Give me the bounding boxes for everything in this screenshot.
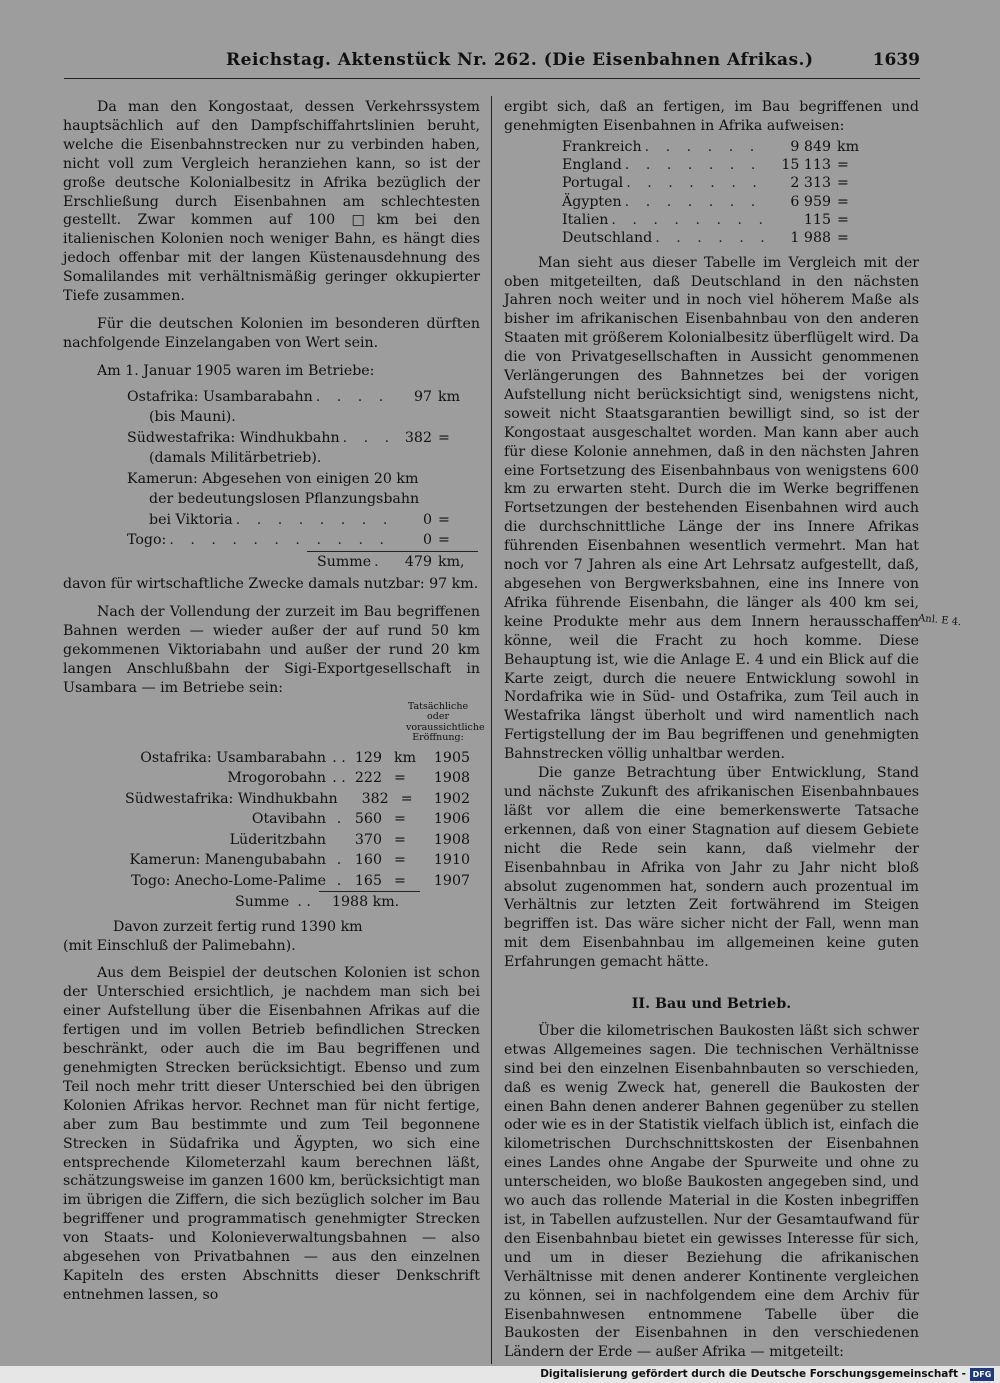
country-label: Ägypten (562, 193, 622, 210)
table-colonies-1905 (63, 387, 480, 573)
country-value: 115 (803, 212, 831, 228)
country-label: Frankreich (562, 138, 642, 155)
table-body (125, 748, 470, 892)
table-row: (bis Mauni). (149, 409, 236, 426)
row-unit: = (400, 790, 413, 807)
row-dots: . . (332, 749, 346, 766)
right-column (504, 98, 919, 1362)
running-header (64, 50, 920, 76)
row-value: 370 (354, 831, 382, 848)
row-unit: = (382, 871, 420, 893)
paragraph: davon für wirtschaftliche Zwecke damals nutzbar: 97 km. (63, 576, 479, 593)
paragraph: Am 1. Januar 1905 waren im Betriebe: (97, 362, 375, 379)
footer-text: Digitalisierung gefördert durch die Deutsche Forschungsgemeinschaft - (540, 1368, 966, 1380)
table-row: (damals Militärbetrieb). (149, 450, 322, 467)
country-value: 1 988 (790, 230, 831, 247)
row-year: 1908 (433, 770, 470, 787)
table-row: Ostafrika: Usambarabahn . . . 97 km (127, 387, 478, 408)
country-label: Italien (562, 212, 609, 228)
table-row: Togo: . . . 0 = (127, 530, 478, 551)
margin-note: Anl. E 4. (917, 612, 962, 629)
row-label: Togo: Anecho-Lome-Palime (131, 872, 326, 889)
country-unit: = (837, 230, 849, 247)
table-row (125, 748, 470, 769)
column-divider (491, 96, 492, 1364)
table-row (125, 789, 470, 810)
leader-dots (625, 193, 772, 211)
table-row (125, 850, 470, 871)
table-planned-railways (63, 700, 485, 912)
row-value: 129 (354, 749, 382, 766)
table-row (562, 211, 867, 229)
table-row (562, 156, 867, 174)
row-year: 1902 (433, 790, 470, 807)
row-label: Otavibahn (251, 811, 326, 828)
table-sum-row: Summe . . . 479 km, (307, 551, 478, 573)
row-label: Ostafrika: Usambarabahn (140, 749, 326, 766)
country-value: 2 313 (790, 175, 831, 192)
table-column-header: Tatsächliche oder voraussichtliche Eröffnung: (406, 700, 485, 744)
leader-dots (611, 211, 772, 229)
header-rule (64, 78, 920, 79)
table-sum-row: Summe . . 1988 km. (235, 891, 470, 912)
table-row (562, 138, 867, 156)
paragraph: ergibt sich, daß an fertigen, im Bau begriffenen und genehmigten Eisenbahnen in Afrika aufweisen: (504, 99, 919, 134)
country-value: 15 113 (781, 157, 831, 174)
table-row: bei Viktoria . . . 0 = (127, 510, 478, 531)
row-label: Lüderitzbahn (229, 831, 326, 848)
country-unit: = (837, 157, 849, 174)
row-unit: km (394, 749, 417, 766)
row-value: 382 (361, 790, 389, 807)
table-row: der bedeutungslosen Pflanzungsbahn (149, 491, 420, 508)
row-unit: = (394, 811, 406, 828)
row-dots: . . (332, 770, 346, 787)
country-label: Portugal (562, 175, 624, 192)
table-row (562, 193, 867, 211)
paragraph: Davon zurzeit fertig rund 1390 km (113, 918, 363, 935)
table-row (125, 830, 470, 851)
row-unit: = (394, 770, 406, 787)
table-row (125, 809, 470, 830)
header-title: Reichstag. Aktenstück Nr. 262. (Die Eisenbahnen Afrikas.) (226, 50, 814, 70)
row-value: 560 (354, 811, 382, 828)
country-value: 6 959 (790, 193, 831, 210)
row-label: Kamerun: Manengubabahn (129, 852, 326, 869)
row-value: 165 (352, 871, 382, 893)
paragraph: Da man den Kongostaat, dessen Verkehrssystem hauptsächlich auf den Dampfschiffahrtslinien beruht, welche die Eisenbahnstrecken nur zu verbinden haben, nicht voll zum Vergleich heranziehen kann, so ist der große deutsche Kolonialbesitz in Afrika bezüglich der Erschließung durch Eisenbahnen am schlechtesten gestellt. Zwar kommen auf 100 □km bei den italienischen Kolonien noch weniger Bahn, es hängt dies jedoch offenbar mit der langen Küstenausdehnung des Somalilandes mit verhältnismäßig geringer okkupierter Tiefe zusammen. (63, 99, 480, 305)
row-year: 1908 (433, 831, 470, 848)
country-label: Deutschland (562, 230, 653, 247)
row-label: Mrogorobahn (227, 770, 326, 787)
table-row (562, 174, 867, 192)
row-dots: . (336, 852, 342, 869)
country-unit: = (837, 175, 849, 192)
row-unit: = (394, 831, 406, 848)
row-year: 1907 (433, 872, 470, 889)
table-row: Kamerun: Abgesehen von einigen 20 km (127, 470, 419, 487)
table-row: Südwestafrika: Windhukbahn . . . 382 = (127, 428, 478, 449)
paragraph: Über die kilometrischen Baukosten läßt sich schwer etwas Allgemeines sagen. Die technischen Verhältnisse sind bei den einzelnen Eisenbahnbauten so verschieden, daß es wenig Zweck hat, generell die Baukosten der einen Bahn denen anderer Bahnen gegenüber zu stellen oder wie es in der Statistik vielfach üblich ist, einfach die kilometrischen Durchschnittskosten der Eisenbahnen eines Landes ohne Angabe der Spurweite und ohne zu unterscheiden, wo bloße Baukosten angegeben sind, und wo auch das rollende Material in die Kosten inbegriffen ist, in Tabellen aufzustellen. Nur der Gesamtaufwand für den Eisenbahnbau bietet ein gewisses Interesse für sich, und um in dieser Beziehung die afrikanischen Verhältnisse mit denen anderer Kontinente vergleichen zu können, sei in nachfolgendem eine dem Archiv für Eisenbahnwesen entnommene Tabelle über die Baukosten der Eisenbahnen in den verschiedenen Ländern der Erde — außer Afrika — mitgeteilt: (504, 1022, 919, 1361)
paragraph: Die ganze Betrachtung über Entwicklung, Stand und nächste Zukunft des afrikanischen Eisenbahnbaues läßt vor allem die eine bemerkenswerte Tatsache erkennen, daß von einer Stagnation auf diesem Gebiete nicht die Rede sein kann, daß vielmehr der Eisenbahnbau in Afrika von Jahr zu Jahr nicht bloß absolut zugenommen hat, sondern auch prozentual im Verhältnis zur letzten Zeit fortwährend im Steigen begriffen ist. Das wäre sicher nicht der Fall, wenn man mit dem Eisenbahnbau im allgemeinen keine guten Erfahrungen gemacht hätte. (504, 765, 919, 971)
country-value: 9 849 (790, 138, 831, 155)
row-year: 1905 (433, 749, 470, 766)
paragraph: Nach der Vollendung der zurzeit im Bau begriffenen Bahnen werden — wieder außer der auf rund 50 km gekommenen Viktoriabahn und außer der rund 20 km langen Anschlußbahn der Sigi-Exportgesellschaft in Usambara — im Betriebe sein: (63, 604, 480, 696)
table-row (125, 768, 470, 789)
paragraph: Für die deutschen Kolonien im besonderen dürften nachfolgende Einzelangaben von Wert sein. (63, 315, 480, 351)
table-row (562, 229, 867, 247)
footer-bar (0, 1366, 1000, 1383)
dfg-logo: DFG (970, 1368, 994, 1381)
row-year: 1910 (433, 852, 470, 869)
row-dots: . (336, 872, 342, 889)
row-year: 1906 (433, 811, 470, 828)
country-unit: km (837, 138, 860, 155)
leader-dots (625, 156, 772, 174)
section-heading: II. Bau und Betrieb. (631, 996, 792, 1013)
row-value: 222 (354, 770, 382, 787)
left-column (63, 98, 485, 1305)
paragraph: Man sieht aus dieser Tabelle im Vergleich mit der oben mitgeteilten, daß Deutschland in den nächsten Jahren noch weiter und in noch viel höherem Maße als bisher im afrikanischen Eisenbahnbau von den anderen Staaten mit größerem Kolonialbesitz überflügelt wird. Da die von Privatgesellschaften in Aussicht genommenen Verlängerungen des Bahnnetzes bei der vorigen Aufstellung nicht berücksichtigt sind, wenigstens nicht, soweit nicht Staatsgarantien bewilligt sind, so ist der Kongostaat ausgeschaltet worden. Man kann aber auch für diese Kolonie annehmen, daß in den nächsten Jahren eine Fortsetzung des Eisenbahnbaus von wenigstens 600 km zu erwarten steht. Durch die im Werke begriffenen Fortsetzungen der bestehenden Eisenbahnen wird auch die durchschnittliche Länge der ins Innere Afrikas führenden Eisenbahnen wesentlich vermehrt. Man hat noch vor 7 Jahren als eine Art Lehrsatz aufgestellt, daß, abgesehen von Bergwerksbahnen, eine ins Innere von Afrika führende Eisenbahn, die länger als 400 km sei, keine Produkte mehr aus dem Innern herausschaffen könne, weil die Fracht zu hoch komme. Diese Behauptung ist, wie die Anlage E. 4 und ein Blick auf die Karte zeigt, durch die neuere Entwicklung sowohl in Nordafrika wie in Süd- und Ostafrika, zum Teil auch in Westafrika längst überholt und wird namentlich nach Fertigstellung der im Bau begriffenen und genehmigten Bahnstrecken völlig unhaltbar werden. (504, 254, 919, 763)
table-row (125, 871, 470, 892)
row-value: 160 (354, 852, 382, 869)
paragraph: Aus dem Beispiel der deutschen Kolonien ist schon der Unterschied ersichtlich, je nachdem man sich bei einer Aufstellung über die Eisenbahnen Afrikas auf die fertigen und im vollen Betrieb befindlichen Strecken beschränkt, oder auch die im Bau begriffenen und genehmigten Strecken berücksichtigt. Ebenso und zum Teil noch mehr tritt dieser Unterschied bei den übrigen Kolonien Afrikas hervor. Rechnet man für nicht fertige, aber zum Bau bestimmte und zum Teil begonnene Strecken in Südafrika und Ägypten, wo sich eine entsprechende Kilometerzahl kaum berechnen läßt, schätzungsweise im ganzen 1600 km, berücksichtigt man im übrigen die Ziffern, die sich bezüglich solcher im Bau begriffener und programmatisch genehmigter Strecken von Staats- und Kolonieverwaltungsbahnen — also abgesehen von Privatbahnen — aus den einzelnen Kapiteln des ersten Abschnitts dieser Denkschrift entnehmen lassen, so (63, 965, 480, 1303)
row-unit: = (394, 852, 406, 869)
paragraph: (mit Einschluß der Palimebahn). (63, 937, 296, 954)
table-countries (504, 138, 919, 248)
country-label: England (562, 157, 622, 174)
leader-dots (645, 138, 772, 156)
leader-dots (626, 174, 772, 192)
row-dots: . (336, 811, 342, 828)
country-unit: = (837, 212, 849, 228)
row-label: Südwestafrika: Windhukbahn (125, 790, 338, 807)
leader-dots (655, 229, 772, 247)
country-unit: = (837, 193, 849, 210)
page-number: 1639 (872, 50, 920, 70)
